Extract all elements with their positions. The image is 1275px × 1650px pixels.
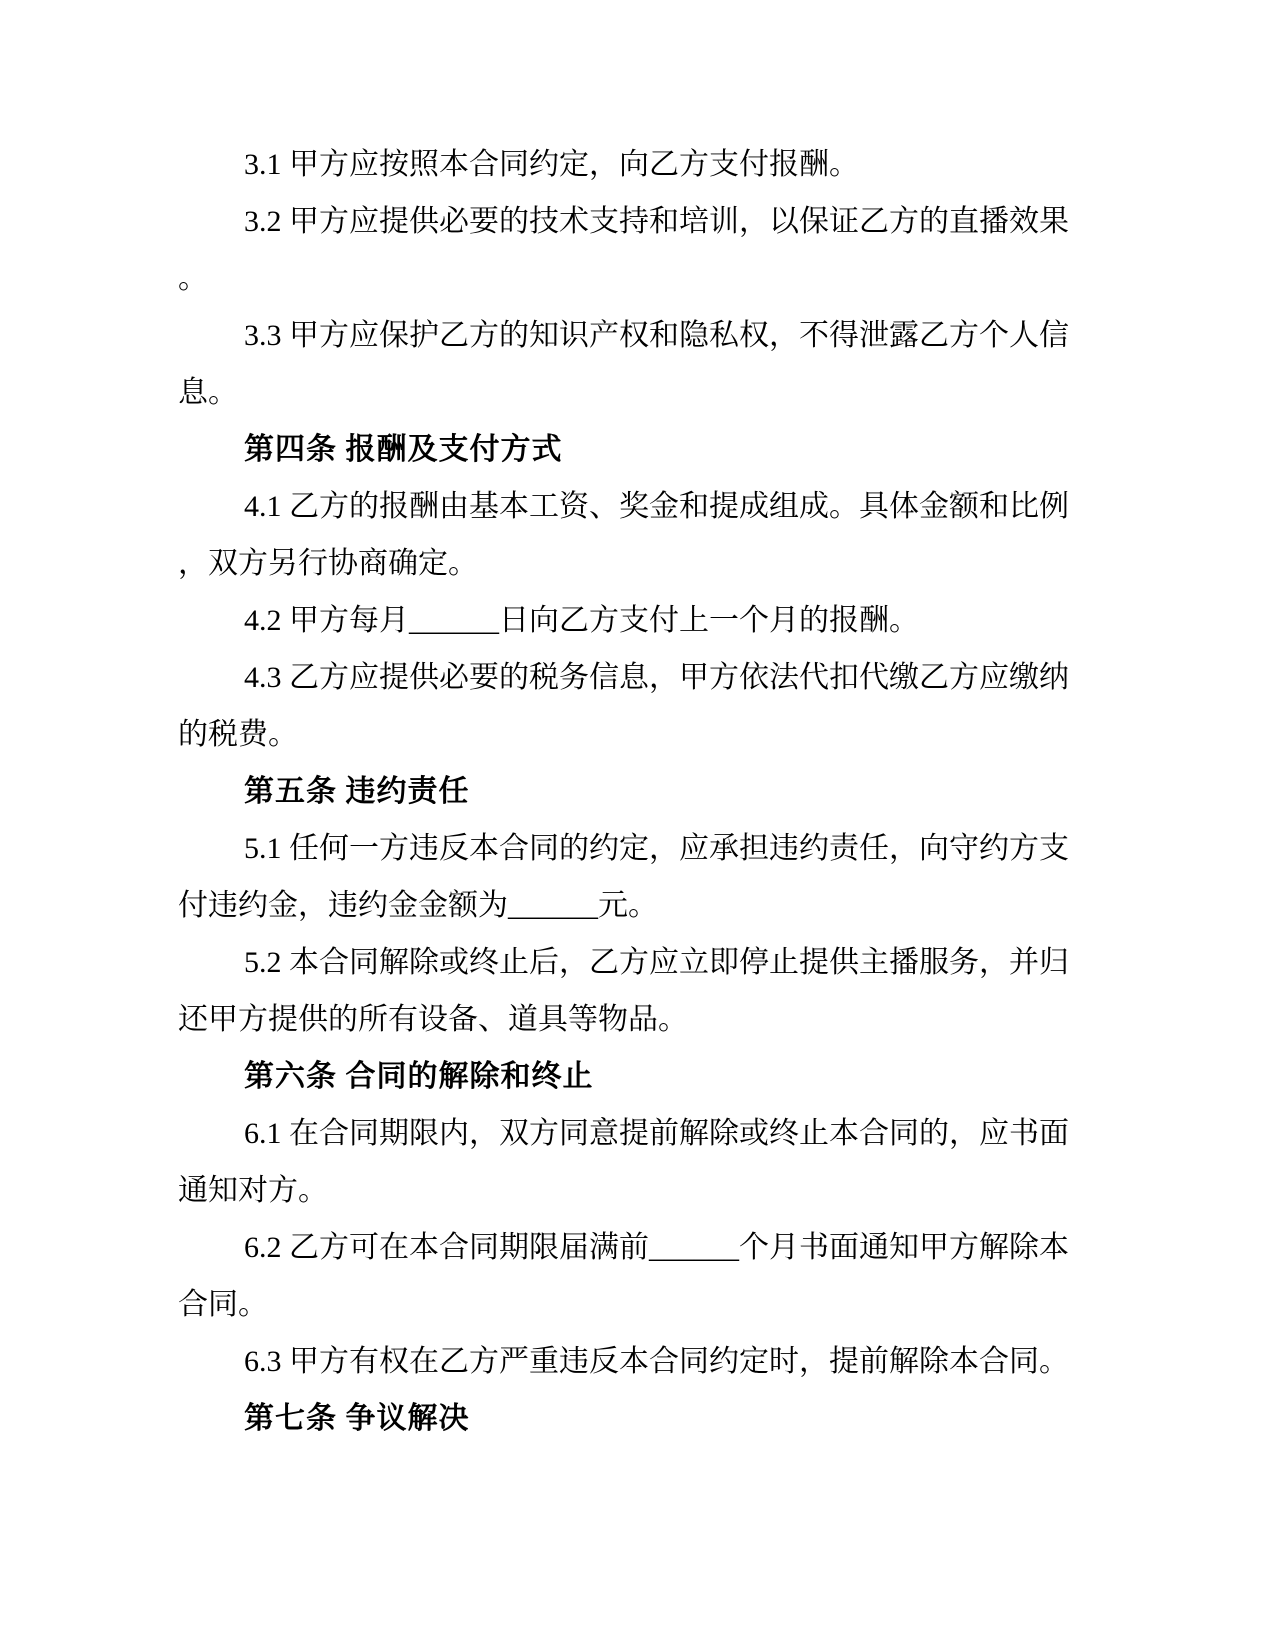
article-5-heading: 第五条 违约责任 <box>244 775 470 808</box>
clause-6-2-line-1: 6.2 乙方可在本合同期限届满前______个月书面通知甲方解除本 <box>244 1231 1069 1264</box>
clause-4-1-line-1: 4.1 乙方的报酬由基本工资、奖金和提成组成。具体金额和比例 <box>244 490 1069 523</box>
clause-5-2-line-2: 还甲方提供的所有设备、道具等物品。 <box>178 1003 688 1036</box>
clause-6-1-line-2: 通知对方。 <box>178 1174 328 1207</box>
contract-body <box>178 136 1068 1447</box>
article-6-heading: 第六条 合同的解除和终止 <box>244 1060 594 1093</box>
clause-3-3-line-2: 息。 <box>178 376 238 409</box>
clause-3-2-line-2: 。 <box>178 262 208 295</box>
clause-4-1-line-2: ，双方另行协商确定。 <box>178 547 478 580</box>
clause-3-2-line-1: 3.2 甲方应提供必要的技术支持和培训，以保证乙方的直播效果 <box>244 205 1069 238</box>
clause-5-1-line-1: 5.1 任何一方违反本合同的约定，应承担违约责任，向守约方支 <box>244 832 1069 865</box>
clause-6-1-line-1: 6.1 在合同期限内，双方同意提前解除或终止本合同的，应书面 <box>244 1117 1069 1150</box>
clause-6-2-line-2: 合同。 <box>178 1288 268 1321</box>
clause-4-2-line-1: 4.2 甲方每月______日向乙方支付上一个月的报酬。 <box>244 604 919 637</box>
clause-5-1-line-2: 付违约金，违约金金额为______元。 <box>178 889 658 922</box>
clause-6-3-line-1: 6.3 甲方有权在乙方严重违反本合同约定时，提前解除本合同。 <box>244 1345 1069 1378</box>
clause-5-2-line-1: 5.2 本合同解除或终止后，乙方应立即停止提供主播服务，并归 <box>244 946 1069 979</box>
article-7-heading: 第七条 争议解决 <box>244 1402 470 1435</box>
clause-4-3-line-2: 的税费。 <box>178 718 298 751</box>
clause-4-3-line-1: 4.3 乙方应提供必要的税务信息，甲方依法代扣代缴乙方应缴纳 <box>244 661 1069 694</box>
clause-3-1-line-1: 3.1 甲方应按照本合同约定，向乙方支付报酬。 <box>244 148 859 181</box>
article-4-heading: 第四条 报酬及支付方式 <box>244 433 563 466</box>
clause-3-3-line-1: 3.3 甲方应保护乙方的知识产权和隐私权，不得泄露乙方个人信 <box>244 319 1069 352</box>
